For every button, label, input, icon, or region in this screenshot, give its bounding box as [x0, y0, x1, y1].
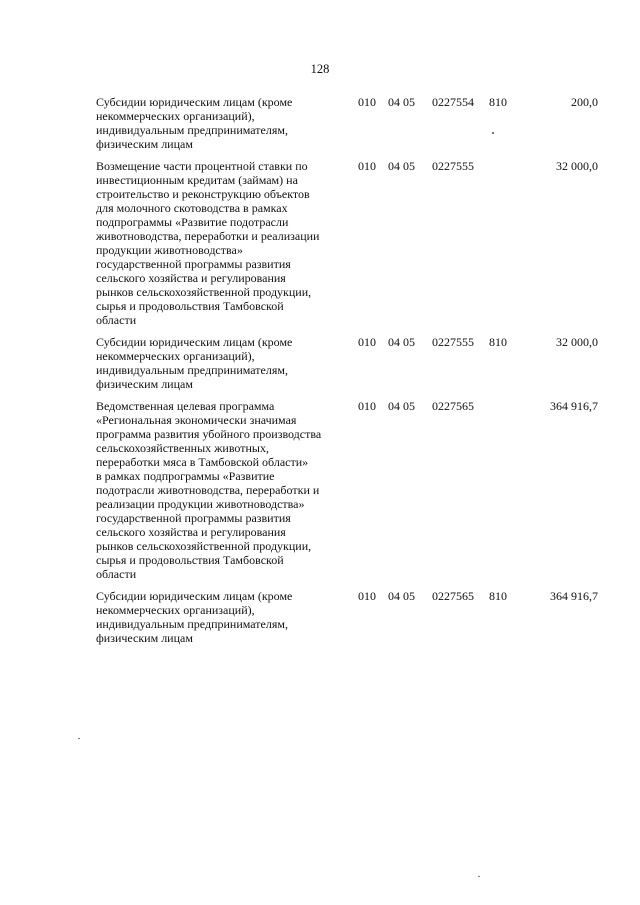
table-row [96, 159, 606, 327]
row-description: Ведомственная целевая программа «Региональная экономически значимая программа развития убойного производства сельскохозяйственных животных, переработки мяса в Тамбовской области» в рамках подпрограммы «Развитие подотрасли животноводства, переработки и реализации продукции животноводства» государственной программы развития сельского хозяйства и регулирования рынков сельскохозяйственной продукции, сырья и продовольствия Тамбовской области [96, 399, 322, 581]
row-description: Возмещение части процентной ставки по инвестиционным кредитам (займам) на строительство и реконструкцию объектов для молочного скотоводства в рамках подпрограммы «Развитие подотрасли животноводства, переработки и реализации продукции животноводства» государственной программы развития сельского хозяйства и регулирования рынков сельскохозяйственной продукции, сырья и продовольствия Тамбовской области [96, 159, 320, 327]
target-article-code: 0227555 [432, 159, 474, 173]
target-article-code: 0227565 [432, 399, 474, 413]
section-code: 04 05 [388, 589, 415, 603]
amount: 364 916,7 [550, 589, 598, 603]
grbs-code: 010 [358, 159, 376, 173]
amount: 32 000,0 [556, 159, 598, 173]
amount: 364 916,7 [550, 399, 598, 413]
section-code: 04 05 [388, 399, 415, 413]
table-row [96, 399, 606, 581]
table-row [96, 335, 606, 391]
scan-speck [478, 876, 480, 877]
section-code: 04 05 [388, 335, 415, 349]
page-number: 128 [310, 62, 330, 76]
target-article-code: 0227555 [432, 335, 474, 349]
row-description: Субсидии юридическим лицам (кроме некоммерческих организаций), индивидуальным предпринимателям, физическим лицам [96, 335, 293, 391]
scan-speck [78, 738, 80, 739]
amount: 200,0 [571, 95, 598, 109]
amount: 32 000,0 [556, 335, 598, 349]
table-row [96, 95, 606, 151]
row-description: Субсидии юридическим лицам (кроме некоммерческих организаций), индивидуальным предпринимателям, физическим лицам [96, 95, 293, 151]
expense-type-code: 810 [489, 335, 507, 349]
grbs-code: 010 [358, 335, 376, 349]
section-code: 04 05 [388, 159, 415, 173]
scan-speck [492, 132, 494, 134]
target-article-code: 0227565 [432, 589, 474, 603]
budget-table [96, 95, 606, 645]
table-row [96, 589, 606, 645]
expense-type-code: 810 [489, 589, 507, 603]
grbs-code: 010 [358, 399, 376, 413]
section-code: 04 05 [388, 95, 415, 109]
grbs-code: 010 [358, 95, 376, 109]
grbs-code: 010 [358, 589, 376, 603]
expense-type-code: 810 [489, 95, 507, 109]
target-article-code: 0227554 [432, 95, 474, 109]
row-description: Субсидии юридическим лицам (кроме некоммерческих организаций), индивидуальным предпринимателям, физическим лицам [96, 589, 293, 645]
